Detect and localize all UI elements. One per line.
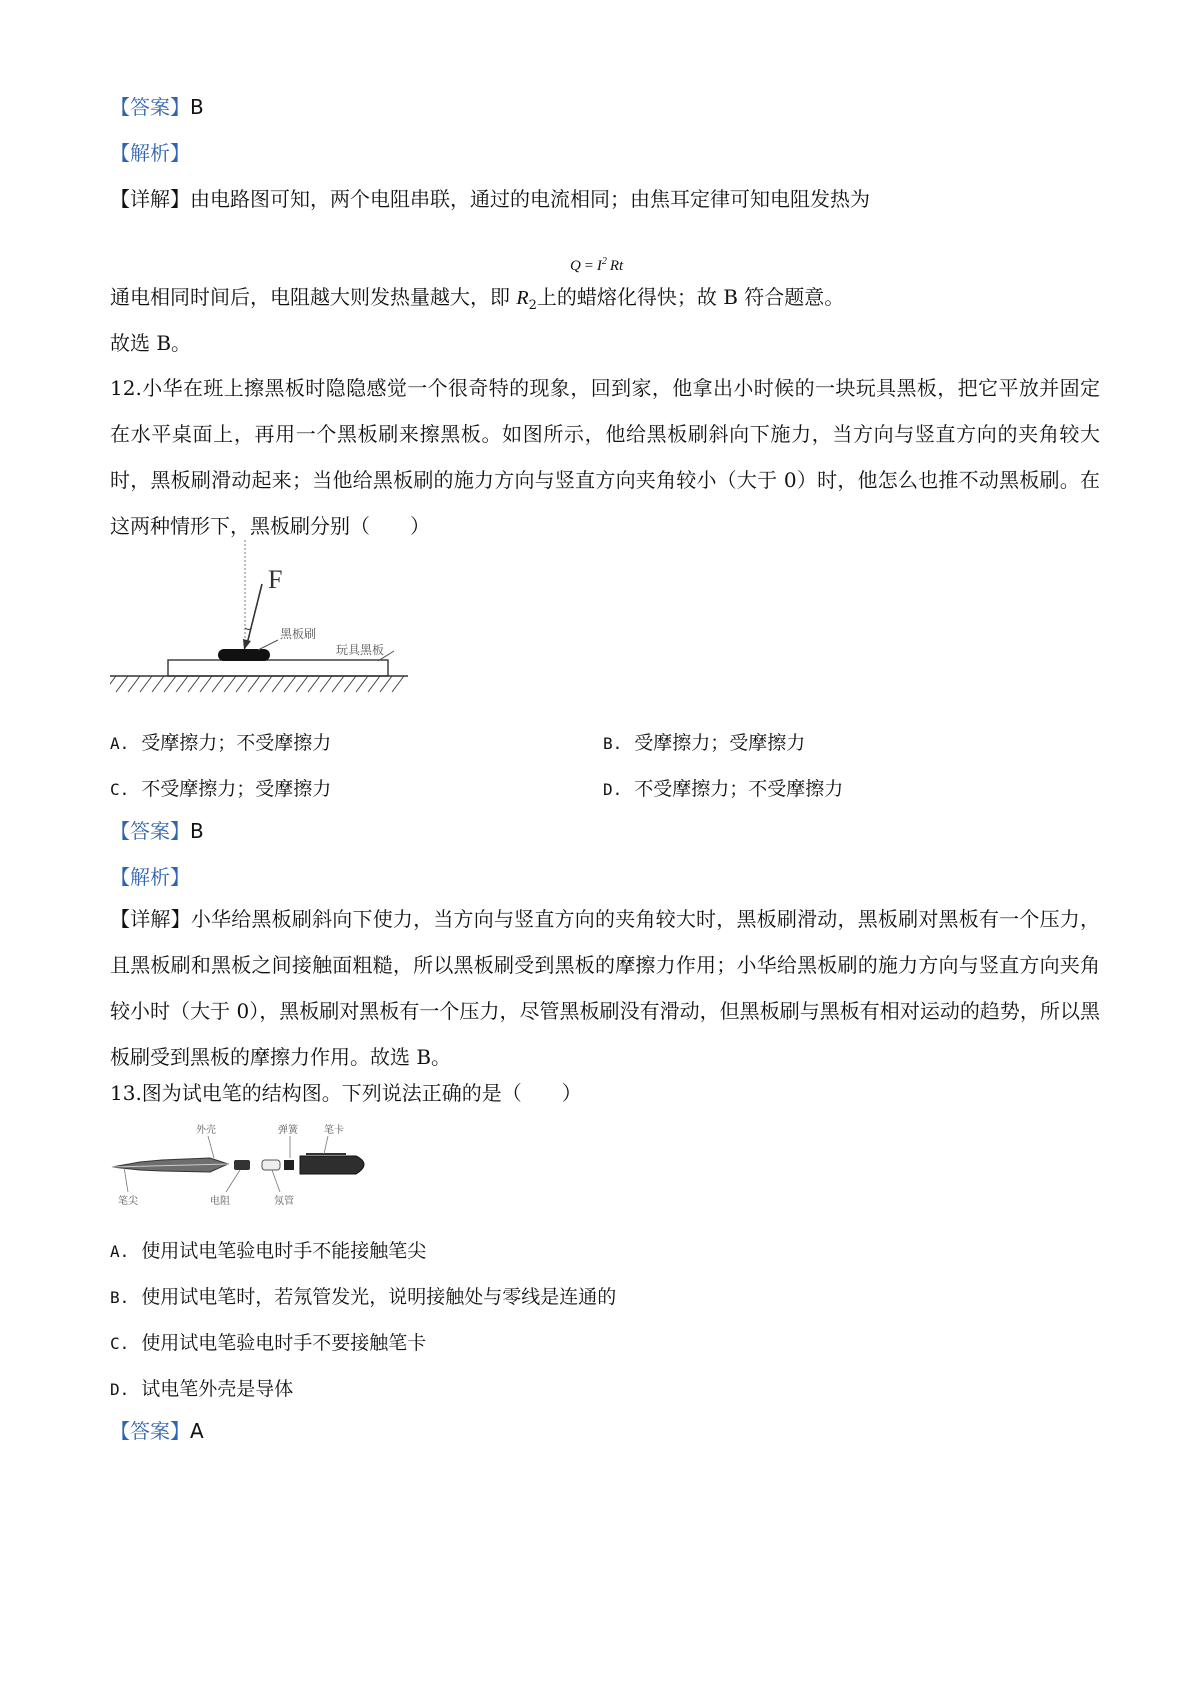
q11-conclusion: 故选 B。 [110, 331, 192, 355]
option-text: 受摩擦力；受摩擦力 [634, 732, 806, 754]
option-text: 使用试电笔验电时手不能接触笔尖 [141, 1240, 427, 1262]
option-letter: B. [603, 734, 623, 753]
q13-option-a [110, 1236, 426, 1263]
answer-value: B [190, 95, 204, 119]
q12-option-c [110, 774, 331, 801]
detail-label: 【详解】 [110, 187, 190, 211]
option-letter: A. [110, 1242, 130, 1261]
q13-question: 13.图为试电笔的结构图。下列说法正确的是（ ） [110, 1081, 582, 1105]
q13-option-b [110, 1282, 616, 1309]
q13-answer-line [110, 1418, 204, 1444]
label-spring: 弹簧 [278, 1125, 298, 1136]
answer-label: 【答案】 [110, 819, 190, 843]
analysis-label: 【解析】 [110, 865, 190, 889]
neon-tube-part [262, 1160, 280, 1170]
q13-option-d [110, 1374, 293, 1401]
answer-value: B [190, 819, 204, 843]
formula-q: Q [570, 258, 581, 274]
option-text: 试电笔外壳是导体 [141, 1378, 294, 1400]
line2-r: R [516, 287, 529, 309]
q11-detail-line [110, 186, 870, 212]
answer-label: 【答案】 [110, 95, 190, 119]
option-text: 不受摩擦力；受摩擦力 [141, 778, 332, 800]
force-label: F [268, 565, 283, 594]
q13-figure [110, 1120, 372, 1212]
option-letter: C. [110, 1334, 130, 1353]
toy-blackboard [168, 660, 388, 676]
option-text: 使用试电笔验电时手不要接触笔卡 [141, 1332, 427, 1354]
line2-suffix: 上的蜡熔化得快；故 B 符合题意。 [536, 285, 845, 309]
brush-label: 黑板刷 [280, 627, 317, 641]
blackboard-brush [218, 649, 270, 661]
detail-label: 【详解】 [110, 907, 191, 931]
detail-text: 由电路图可知，两个电阻串联，通过的电流相同；由焦耳定律可知电阻发热为 [190, 187, 870, 211]
force-arrowhead [243, 639, 251, 650]
spring-part [284, 1160, 294, 1170]
label-clip: 笔卡 [324, 1125, 344, 1136]
q12-figure [110, 540, 410, 698]
option-letter: B. [110, 1288, 130, 1307]
q11-answer-line [110, 94, 204, 120]
formula-equals: = [580, 258, 597, 274]
option-letter: C. [110, 780, 130, 799]
pen-cap [300, 1156, 364, 1174]
answer-value: A [190, 1419, 204, 1443]
q12-answer-line [110, 818, 204, 844]
formula-exponent: 2 [601, 256, 607, 267]
resistor-part [234, 1160, 250, 1170]
q11-analysis-line [110, 140, 190, 166]
label-shell: 外壳 [196, 1125, 216, 1136]
q12-question: 12.小华在班上擦黑板时隐隐感觉一个很奇特的现象，回到家，他拿出小时候的一块玩具黑板，把它平放并固定在水平桌面上，再用一个黑板刷来擦黑板。如图所示，他给黑板刷斜向下施力，当方向与竖直方向的夹角较大时，黑板刷滑动起来；当他给黑板刷的施力方向与竖直方向夹角较小（大于 0）时，他怎么也推不动黑板刷。在这两种情形下，黑板刷分别（ ） [110, 376, 1100, 538]
board-label: 玩具黑板 [336, 643, 385, 657]
q12-analysis-line [110, 864, 190, 890]
option-letter: D. [110, 1380, 130, 1399]
option-text: 使用试电笔时，若氖管发光，说明接触处与零线是连通的 [141, 1286, 617, 1308]
detail-text: 小华给黑板刷斜向下使力，当方向与竖直方向的夹角较大时，黑板刷滑动，黑板刷对黑板有一个压力，且黑板刷和黑板之间接触面粗糙，所以黑板刷受到黑板的摩擦力作用；小华给黑板刷的施力方向与竖直方向夹角较小时（大于 0），黑板刷对黑板有一个压力，尽管黑板刷没有滑动，但黑板刷与黑板有相对运动的趋势，所以黑板刷受到黑板的摩擦力作用。故选 B。 [110, 907, 1101, 1069]
brush-leader [258, 640, 278, 650]
angle-arc [245, 628, 251, 630]
q12-option-b [603, 728, 805, 755]
label-resistor: 电阻 [210, 1196, 230, 1207]
label-tip: 笔尖 [118, 1196, 138, 1207]
answer-label: 【答案】 [110, 1419, 190, 1443]
option-text: 不受摩擦力；不受摩擦力 [634, 778, 844, 800]
force-arrow [247, 584, 262, 644]
line2-prefix: 通电相同时间后，电阻越大则发热量越大，即 [110, 285, 517, 309]
formula-rt: Rt [609, 258, 624, 274]
formula-i: I [596, 258, 602, 274]
label-neon: 氖管 [274, 1196, 294, 1207]
line2-sub: 2 [528, 298, 537, 313]
option-letter: A. [110, 734, 130, 753]
q13-option-c [110, 1328, 426, 1355]
q12-option-d [603, 774, 843, 801]
analysis-label: 【解析】 [110, 141, 190, 165]
option-letter: D. [603, 780, 623, 799]
q12-detail [110, 896, 1100, 1080]
q11-line2 [110, 284, 844, 319]
option-text: 受摩擦力；不受摩擦力 [141, 732, 332, 754]
q12-option-a [110, 728, 331, 755]
table-hatching [110, 676, 404, 692]
joule-formula [570, 256, 623, 275]
